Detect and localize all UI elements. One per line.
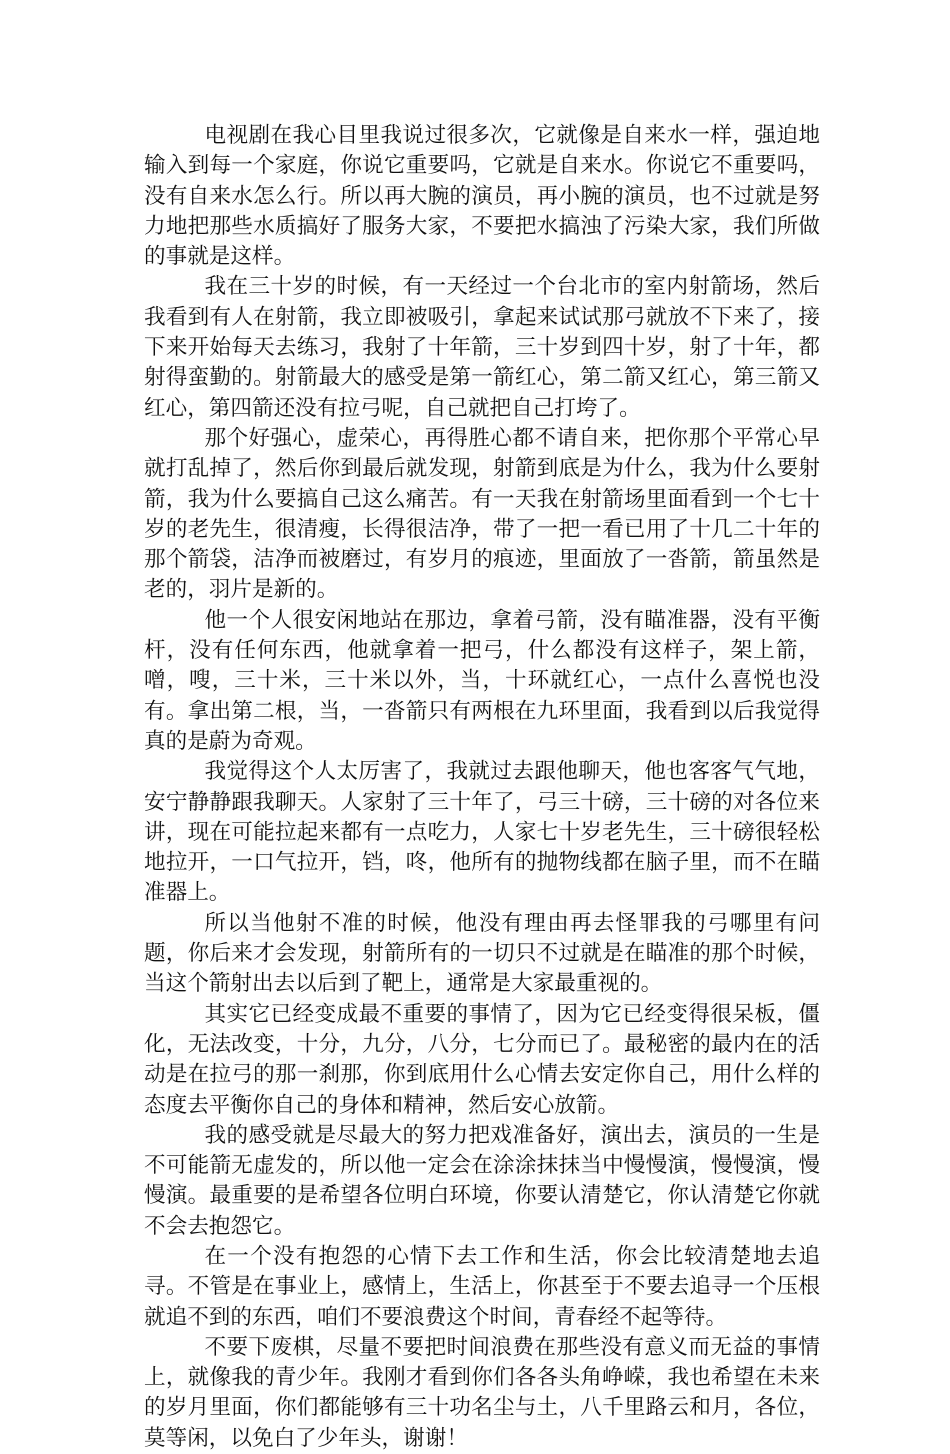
paragraph-4: 他一个人很安闲地站在那边，拿着弓箭，没有瞄准器，没有平衡杆，没有任何东西，他就拿着一把弓，什么都没有这样子，架上箭，噌，嗖，三十米，三十米以外，当，十环就红心，一点什么喜悦也没有。拿出第二根，当，一沓箭只有两根在九环里面，我看到以后我觉得真的是蔚为奇观。 bbox=[144, 607, 820, 754]
paragraph-10: 不要下废棋，尽量不要把时间浪费在那些没有意义而无益的事情上，就像我的青少年。我刚才看到你们各各头角峥嵘，我也希望在未来的岁月里面，你们都能够有三十功名尘与土，八千里路云和月，各位，莫等闲，以免白了少年头，谢谢！ bbox=[144, 1334, 820, 1451]
paragraph-5: 我觉得这个人太厉害了，我就过去跟他聊天，他也客客气气地，安宁静静跟我聊天。人家射了三十年了，弓三十磅，三十磅的对各位来讲，现在可能拉起来都有一点吃力，人家七十岁老先生，三十磅很轻松地拉开，一口气拉开，铛，咚，他所有的抛物线都在脑子里，而不在瞄准器上。 bbox=[144, 759, 820, 906]
paragraph-3: 那个好强心，虚荣心，再得胜心都不请自来，把你那个平常心早就打乱掉了，然后你到最后就发现，射箭到底是为什么，我为什么要射箭，我为什么要搞自己这么痛苦。有一天我在射箭场里面看到一个七十岁的老先生，很清瘦，长得很洁净，带了一把一看已用了十几二十年的那个箭袋，洁净而被磨过，有岁月的痕迹，里面放了一沓箭，箭虽然是老的，羽片是新的。 bbox=[144, 425, 820, 603]
paragraph-1: 电视剧在我心目里我说过很多次，它就像是自来水一样，强迫地输入到每一个家庭，你说它重要吗，它就是自来水。你说它不重要吗，没有自来水怎么行。所以再大腕的演员，再小腕的演员，也不过就是努力地把那些水质搞好了服务大家，不要把水搞浊了污染大家，我们所做的事就是这样。 bbox=[144, 123, 820, 270]
document-body bbox=[144, 121, 820, 1454]
paragraph-6: 所以当他射不准的时候，他没有理由再去怪罪我的弓哪里有问题，你后来才会发现，射箭所有的一切只不过就是在瞄准的那个时候，当这个箭射出去以后到了靶上，通常是大家最重视的。 bbox=[144, 910, 820, 997]
paragraph-7: 其实它已经变成最不重要的事情了，因为它已经变得很呆板，僵化，无法改变，十分，九分，八分，七分而已了。最秘密的最内在的活动是在拉弓的那一刹那，你到底用什么心情去安定你自己，用什么样的态度去平衡你自己的身体和精神，然后安心放箭。 bbox=[144, 1001, 820, 1118]
paragraph-2: 我在三十岁的时候，有一天经过一个台北市的室内射箭场，然后我看到有人在射箭，我立即被吸引，拿起来试试那弓就放不下来了，接下来开始每天去练习，我射了十年箭，三十岁到四十岁，射了十年，都射得蛮勤的。射箭最大的感受是第一箭红心，第二箭又红心，第三箭又红心，第四箭还没有拉弓呢，自己就把自己打垮了。 bbox=[144, 274, 820, 421]
paragraph-9: 在一个没有抱怨的心情下去工作和生活，你会比较清楚地去追寻。不管是在事业上，感情上，生活上，你甚至于不要去追寻一个压根就追不到的东西，咱们不要浪费这个时间，青春经不起等待。 bbox=[144, 1243, 820, 1330]
paragraph-8: 我的感受就是尽最大的努力把戏准备好，演出去，演员的一生是不可能箭无虚发的，所以他一定会在涂涂抹抹当中慢慢演，慢慢演，慢慢演。最重要的是希望各位明白环境，你要认清楚它，你认清楚它你就不会去抱怨它。 bbox=[144, 1122, 820, 1239]
